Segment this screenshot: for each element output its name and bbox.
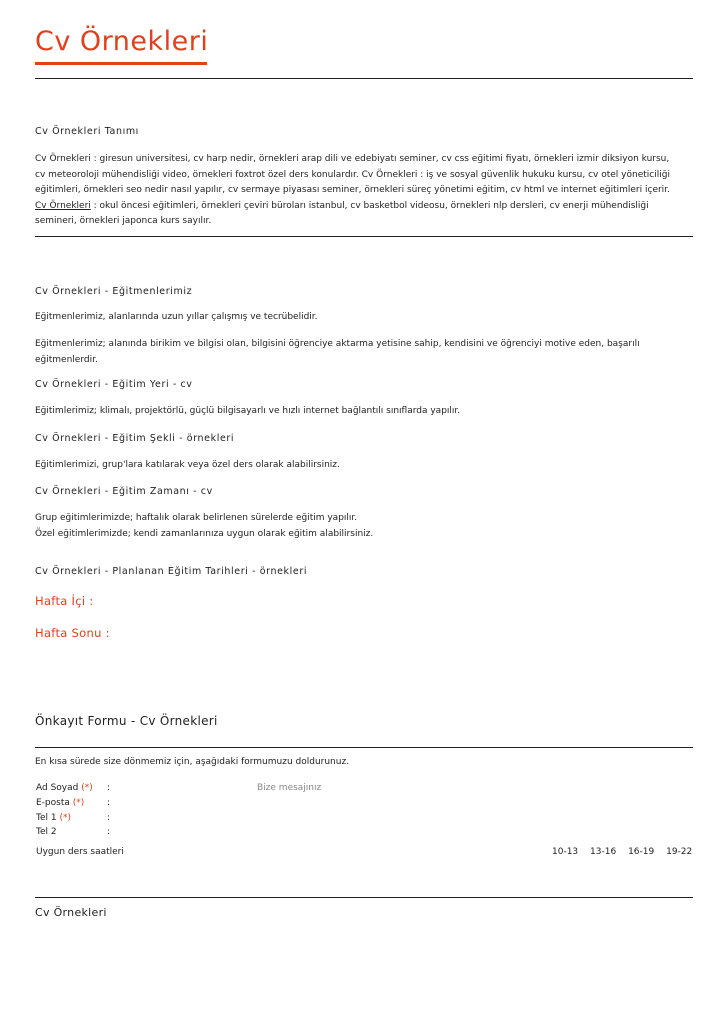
trainers-p2-line: eğitmenlerdir. (35, 354, 98, 365)
field-label-name: Ad Soyad (*) (36, 783, 93, 793)
intro-body-text: : okul öncesi eğitimleri, örnekleri çeviri büroları istanbul, cv basketbol videosu, örnekleri nlp dersleri, cv enerji mühendisliği (90, 200, 649, 211)
hours-label: Uygun ders saatleri (36, 847, 124, 857)
field-label-tel2: Tel 2 (36, 827, 57, 837)
intro-body-line (35, 199, 695, 215)
field-label-email: E-posta (*) (36, 798, 85, 808)
intro-body-line: Cv Örnekleri : giresun universitesi, cv harp nedir, örnekleri arap dili ve edebiyatı seminer, cv css eğitimi fiyatı, örnekleri izmir diksiyon kursu, (35, 154, 670, 164)
email-input[interactable] (116, 796, 236, 809)
required-mark: (*) (81, 783, 93, 793)
time-body (35, 511, 695, 542)
intro-body-line: semineri, örnekleri japonca kurs sayılır. (35, 216, 212, 226)
intro-body-line: cv meteoroloji mühendisliği video, örnekleri foxtrot özel ders konulardır. Cv Örnekleri : iş ve sosyal güvenlik hukuku kursu, cv otel yöneticiliği (35, 169, 670, 180)
site-title-underline (35, 62, 207, 65)
required-mark: (*) (72, 798, 85, 808)
trainers-p2 (35, 337, 695, 368)
header-divider (35, 78, 693, 79)
trainers-title: Cv Örnekleri - Eğitmenlerimiz (35, 286, 193, 297)
footer-title[interactable]: Cv Örnekleri (35, 906, 107, 919)
place-body: Eğitimlerimiz; klimalı, projektörlü, güçlü bilgisayarlı ve hızlı internet bağlantılı sınıflarda yapılır. (35, 406, 461, 416)
field-colon: : (107, 827, 111, 837)
message-textarea[interactable] (254, 781, 454, 839)
hours-options (543, 847, 692, 857)
intro-title: Cv Örnekleri Tanımı (35, 126, 139, 137)
form-divider (35, 747, 693, 748)
format-body: Eğitimlerimizi, grup'lara katılarak veya özel ders olarak alabilirsiniz. (35, 460, 340, 470)
field-colon: : (107, 783, 111, 793)
place-title: Cv Örnekleri - Eğitim Yeri - cv (35, 379, 193, 390)
format-title: Cv Örnekleri - Eğitim Şekli - örnekleri (35, 433, 235, 444)
hours-option[interactable]: 13-16 (590, 847, 617, 857)
intro-body-line: eğitimleri, örnekleri seo nedir nasıl yapılır, cv sermaye piyasası seminer, örnekleri süreç yönetimi eğitim, cv html ve internet eğitimleri içerir. (35, 185, 670, 195)
message-placeholder: Bize mesajınız (257, 783, 322, 793)
footer-divider (35, 897, 693, 898)
schedule-weekday: Hafta İçi : (35, 594, 94, 608)
time-title: Cv Örnekleri - Eğitim Zamanı - cv (35, 486, 213, 497)
field-colon: : (107, 813, 111, 823)
field-colon: : (107, 798, 111, 808)
schedule-weekend: Hafta Sonu : (35, 626, 110, 640)
form-title: Önkayıt Formu - Cv Örnekleri (35, 714, 218, 728)
intro-body (35, 152, 695, 230)
tel2-input[interactable] (116, 825, 236, 838)
schedule-title: Cv Örnekleri - Planlanan Eğitim Tarihleri - örnekleri (35, 566, 308, 577)
trainers-p2-line: Eğitmenlerimiz; alanında birikim ve bilgisi olan, bilgisini öğrenciye aktarma yetisine sahip, kendisini ve öğrenciyi motive eden, başarılı (35, 339, 640, 349)
hours-option[interactable]: 10-13 (552, 847, 579, 857)
time-body-line: Grup eğitimlerimizde; haftalık olarak belirlenen sürelerde eğitim yapılır. (35, 513, 358, 523)
field-label-tel1: Tel 1 (*) (36, 813, 71, 823)
form-intro: En kısa sürede size dönmemiz için, aşağıdaki formumuzu doldurunuz. (35, 757, 350, 767)
site-title[interactable]: Cv Örnekleri (35, 26, 209, 57)
intro-divider (35, 236, 693, 237)
hours-option[interactable]: 19-22 (666, 847, 693, 857)
hours-option[interactable]: 16-19 (628, 847, 655, 857)
trainers-p1: Eğitmenlerimiz, alanlarında uzun yıllar çalışmış ve tecrübelidir. (35, 312, 318, 322)
time-body-line: Özel eğitimlerimizde; kendi zamanlarınıza uygun olarak eğitim alabilirsiniz. (35, 528, 374, 539)
tel1-input[interactable] (116, 811, 236, 824)
name-input[interactable] (116, 781, 236, 794)
required-mark: (*) (59, 813, 71, 823)
intro-link[interactable]: Cv Örnekleri (35, 200, 91, 211)
